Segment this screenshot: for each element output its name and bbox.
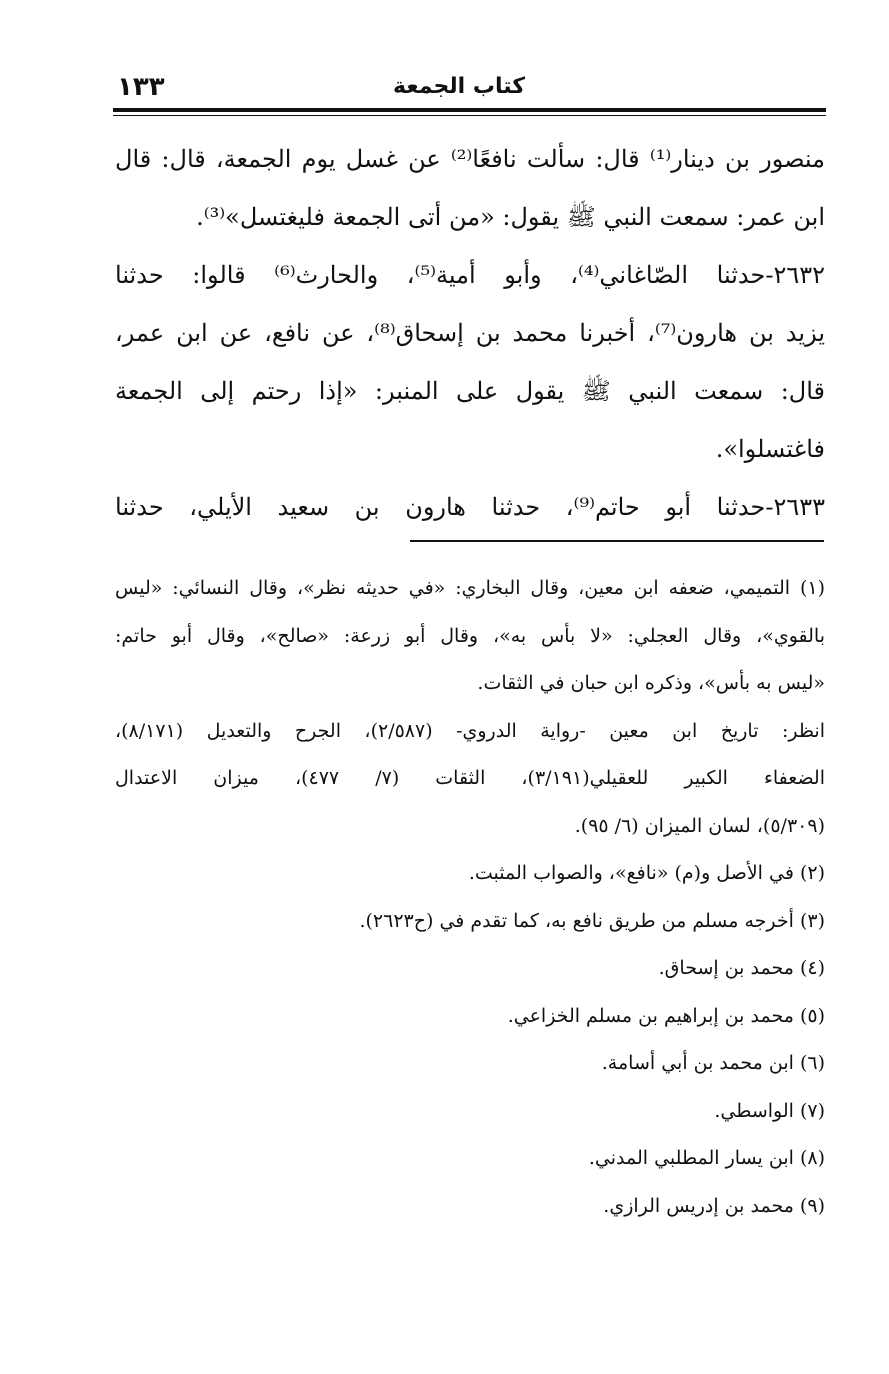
footnote-line: (٧) الواسطي. (714, 1099, 825, 1122)
footnote-line: (٨) ابن يسار المطلبي المدني. (588, 1147, 825, 1169)
footnote-line: الضعفاء الكبير للعقيلي(٣/١٩١)، الثقات (٧/ ٤٧٧)، ميزان الاعتدال (115, 767, 825, 789)
footnotes (115, 565, 825, 1230)
page-header (115, 72, 825, 108)
hadith-2632-line: ٢٦٣٢-حدثنا الصّاغاني⁽⁴⁾، وأبو أمية⁽⁵⁾، والحارث⁽⁶⁾ قالوا: حدثنا (115, 261, 825, 289)
text-line: ابن عمر: سمعت النبي ﷺ يقول: «من أتى الجمعة فليغتسل»⁽³⁾. (196, 203, 825, 231)
header-rule-thin (113, 115, 826, 116)
footnote-line: (٦) ابن محمد بن أبي أسامة. (601, 1052, 825, 1074)
footnote-line: بالقوي»، وقال العجلي: «لا بأس به»، وقال أبو زرعة: «صالح»، وقال أبو حاتم: (115, 624, 825, 647)
header-rule-thick (113, 108, 826, 112)
footnote-line: (٢) في الأصل و(م) «نافع»، والصواب المثبت. (468, 862, 825, 884)
main-text (115, 130, 825, 536)
text-line: فاغتسلوا». (715, 435, 825, 463)
footnote-separator (410, 540, 824, 542)
footnote-line: (٤) محمد بن إسحاق. (658, 957, 825, 979)
text-line: قال: سمعت النبي ﷺ يقول على المنبر: «إذا رحتم إلى الجمعة (115, 377, 825, 405)
text-line: منصور بن دينار⁽¹⁾ قال: سألت نافعًا⁽²⁾ عن غسل يوم الجمعة، قال: قال (115, 145, 825, 173)
footnote-line: (١) التميمي، ضعفه ابن معين، وقال البخاري: «في حديثه نظر»، وقال النسائي: «ليس (115, 577, 825, 599)
footnote-line: (٩) محمد بن إدريس الرازي. (603, 1194, 825, 1217)
footnote-line: (٥) محمد بن إبراهيم بن مسلم الخزاعي. (507, 1004, 825, 1027)
footnote-line: (٥/٣٠٩)، لسان الميزان (٦/ ٩٥). (574, 814, 825, 837)
running-title: كتاب الجمعة (393, 74, 525, 99)
page-number: ١٣٣ (117, 72, 165, 102)
footnote-line: «ليس به بأس»، وذكره ابن حبان في الثقات. (477, 672, 825, 694)
footnote-line: (٣) أخرجه مسلم من طريق نافع به، كما تقدم في (ح٢٦٢٣). (359, 909, 825, 932)
text-line: يزيد بن هارون⁽⁷⁾، أخبرنا محمد بن إسحاق⁽⁸⁾، عن نافع، عن ابن عمر، (115, 319, 825, 347)
footnote-line: انظر: تاريخ ابن معين -رواية الدروي- (٢/٥٨٧)، الجرح والتعديل (٨/١٧١)، (115, 719, 825, 742)
hadith-2633-line: ٢٦٣٣-حدثنا أبو حاتم⁽⁹⁾، حدثنا هارون بن سعيد الأيلي، حدثنا (115, 493, 825, 521)
